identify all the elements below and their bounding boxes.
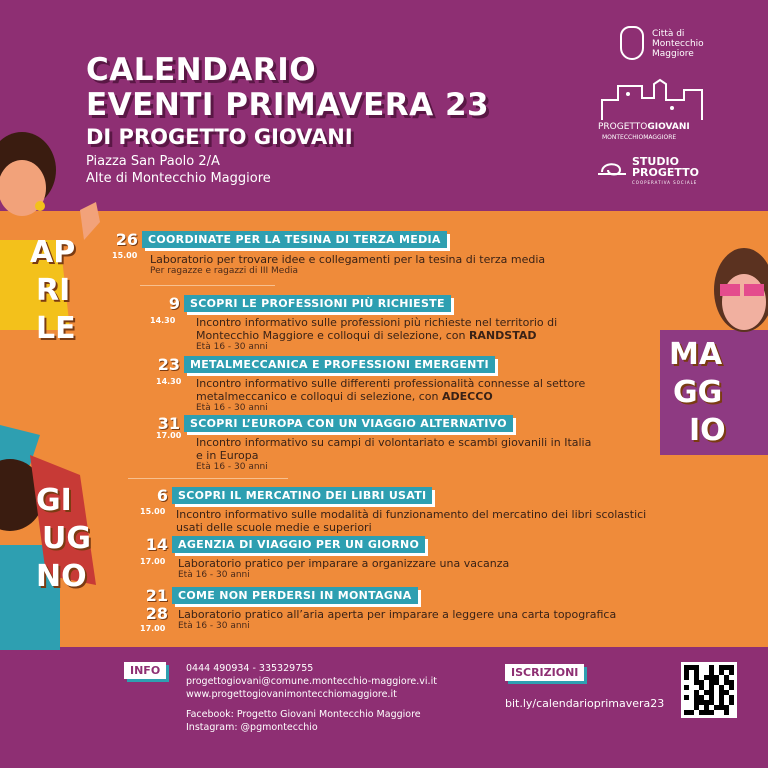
email-link[interactable]: progettogiovani@comune.montecchio-maggiore.vi.it [186, 676, 437, 687]
progetto-giovani-logo [598, 78, 728, 158]
event-title: COME NON PERDERSI IN MONTAGNA [172, 587, 418, 604]
sp-logo-line-1: STUDIO [632, 155, 679, 168]
event-description-2: e in Europa [196, 449, 259, 462]
iscrizioni-label: ISCRIZIONI [505, 664, 584, 681]
title-line-3: DI PROGETTO GIOVANI [86, 125, 353, 149]
month-aprile-1: AP [30, 235, 76, 270]
city-name-line-2: Montecchio [652, 39, 704, 49]
event-audience: Età 16 - 30 anni [178, 621, 250, 631]
divider [128, 478, 288, 479]
month-aprile-3: LE [36, 311, 76, 346]
event-title: SCOPRI LE PROFESSIONI PIÙ RICHIESTE [184, 295, 451, 312]
event-audience: Età 16 - 30 anni [196, 342, 268, 352]
month-maggio-1: MA [669, 337, 723, 372]
event-description: Incontro informativo sulle differenti professionalità connesse al settore [196, 377, 586, 390]
event-time: 17.00 [140, 557, 166, 566]
pg-logo-text [598, 122, 690, 132]
pg-logo-text-a: PROGETTO [598, 122, 648, 132]
event-description: Laboratorio per trovare idee e collegamenti per la tesina di terza media [150, 253, 546, 266]
event-item [108, 230, 545, 277]
event-title: COORDINATE PER LA TESINA DI TERZA MEDIA [142, 231, 447, 248]
city-name-line-1: Città di [652, 29, 685, 39]
registration-link[interactable]: bit.ly/calendarioprimavera23 [505, 697, 665, 710]
event-description: Laboratorio pratico per imparare a organizzare una vacanza [178, 557, 510, 570]
phone-numbers: 0444 490934 - 335329755 [186, 663, 314, 674]
event-description-2: Montecchio Maggiore e colloqui di selezione, con [196, 329, 466, 342]
event-time: 15.00 [140, 507, 166, 516]
sp-logo-line-2: PROGETTO [632, 166, 700, 179]
event-item [138, 586, 616, 632]
event-title: METALMECCANICA E PROFESSIONI EMERGENTI [184, 356, 495, 373]
studio-progetto-icon [598, 158, 628, 184]
event-title: SCOPRI IL MERCATINO DEI LIBRI USATI [172, 487, 432, 504]
event-item [150, 294, 557, 353]
event-time: 15.00 [112, 251, 138, 260]
event-item [150, 414, 591, 473]
sp-logo-line-3: COOPERATIVA SOCIALE [632, 180, 698, 185]
title-line-1: CALENDARIO [86, 52, 317, 88]
event-day: 14 [145, 535, 168, 554]
event-audience: Per ragazze e ragazzi di III Media [150, 266, 299, 276]
event-audience: Età 16 - 30 anni [196, 462, 268, 472]
qr-code-icon[interactable] [681, 662, 737, 718]
month-aprile [30, 234, 76, 348]
pg-logo-subtext: MONTECCHIOMAGGIORE [602, 134, 677, 141]
month-giugno-2: UG [42, 521, 91, 556]
event-time: 17.00 [156, 431, 182, 440]
skyline-icon [598, 78, 708, 122]
divider [140, 285, 275, 286]
event-audience: Età 16 - 30 anni [196, 403, 268, 413]
event-day: 9 [168, 294, 180, 313]
qr-code-grid [684, 665, 734, 715]
contact-info [186, 662, 437, 734]
month-aprile-2: RI [36, 273, 71, 308]
event-description: Incontro informativo su campi di volontariato e scambi giovanili in Italia [196, 436, 592, 449]
event-time: 17.00 [140, 624, 166, 633]
event-day: 21 [145, 586, 168, 605]
address-line-1: Piazza San Paolo 2/A [86, 154, 220, 169]
event-partner: ADECCO [442, 390, 493, 403]
month-giugno-1: GI [36, 483, 72, 518]
month-maggio-2: GG [673, 375, 723, 410]
city-name-line-3: Maggiore [652, 49, 694, 59]
event-time: 14.30 [150, 316, 176, 325]
instagram-link[interactable]: Instagram: @pgmontecchio [186, 722, 318, 733]
event-item [150, 355, 585, 414]
pg-logo-text-b: GIOVANI [647, 122, 690, 132]
address [86, 153, 271, 187]
event-description: Incontro informativo sulle professioni più richieste nel territorio di [196, 316, 558, 329]
page-title [86, 52, 490, 149]
event-day: 31 [157, 414, 180, 433]
info-label: INFO [124, 662, 166, 679]
event-audience: Età 16 - 30 anni [178, 570, 250, 580]
event-title: SCOPRI L’EUROPA CON UN VIAGGIO ALTERNATIVO [184, 415, 513, 432]
event-description-2: usati delle scuole medie e superiori [176, 521, 372, 534]
studio-progetto-logo [598, 156, 728, 188]
month-maggio-3: IO [689, 413, 726, 448]
city-logo [620, 26, 730, 66]
month-giugno-3: NO [36, 559, 87, 594]
city-crest-icon [620, 26, 644, 60]
month-giugno [36, 482, 91, 596]
event-partner: RANDSTAD [468, 329, 537, 342]
facebook-link[interactable]: Facebook: Progetto Giovani Montecchio Maggiore [186, 709, 421, 720]
event-day: 23 [157, 355, 180, 374]
event-day: 6 [156, 486, 168, 505]
event-item [138, 535, 509, 581]
month-maggio [669, 336, 726, 450]
event-description: Incontro informativo sulle modalità di funzionamento del mercatino dei libri scolastici [176, 508, 647, 521]
event-description: Laboratorio pratico all’aria aperta per imparare a leggere una carta topografica [178, 608, 617, 621]
title-line-2: EVENTI PRIMAVERA 23 [86, 87, 490, 123]
event-item [138, 486, 646, 534]
event-title: AGENZIA DI VIAGGIO PER UN GIORNO [172, 536, 425, 553]
address-line-2: Alte di Montecchio Maggiore [86, 171, 271, 186]
event-description-2: metalmeccanico e colloqui di selezione, con [196, 390, 439, 403]
event-day: 26 [115, 230, 138, 249]
website-link[interactable]: www.progettogiovanimontecchiomaggiore.it [186, 689, 397, 700]
event-time: 14.30 [156, 377, 182, 386]
event-day-2: 28 [145, 604, 168, 623]
